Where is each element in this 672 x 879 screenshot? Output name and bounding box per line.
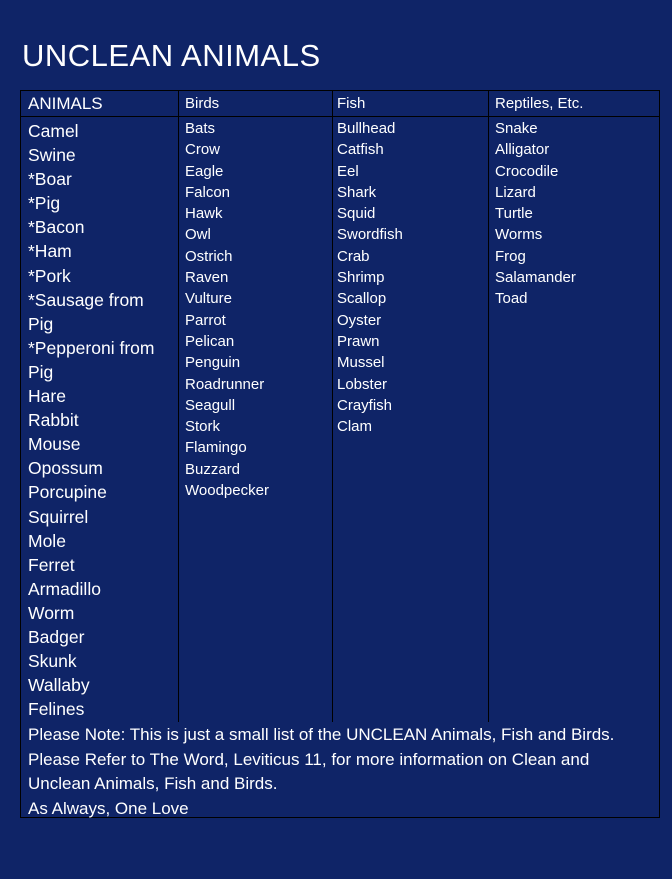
list-item: Squirrel	[28, 506, 89, 527]
column-divider	[178, 91, 179, 722]
header-birds: Birds	[185, 95, 220, 112]
list-item: Owl	[185, 226, 211, 244]
list-item: Ostrich	[185, 247, 233, 265]
list-item: Squid	[337, 205, 376, 223]
list-item: Snake	[495, 120, 538, 137]
list-item: Flamingo	[185, 439, 247, 457]
list-item: Porcupine	[28, 482, 107, 503]
list-item: Parrot	[185, 311, 226, 329]
list-item: Ferret	[28, 554, 75, 575]
list-item: Lizard	[495, 183, 536, 201]
list-item: Swordfish	[337, 226, 403, 244]
list-item: Woodpecker	[185, 482, 269, 500]
list-item: Wallaby	[28, 675, 90, 696]
list-item: Mole	[28, 530, 66, 551]
list-item: Armadillo	[28, 578, 101, 599]
list-item: Worm	[28, 602, 75, 623]
list-item: Crow	[185, 141, 221, 159]
note-line: Please Note: This is just a small list of the UNCLEAN Animals, Fish and Birds.	[28, 725, 615, 744]
note-line: Unclean Animals, Fish and Birds.	[28, 774, 278, 793]
list-item: Pig	[28, 313, 54, 334]
unclean-animals-table	[20, 90, 660, 818]
header-reptiles: Reptiles, Etc.	[495, 95, 584, 112]
table-header-row	[21, 91, 659, 117]
list-item: Skunk	[28, 651, 77, 672]
list-item: Oyster	[337, 311, 382, 329]
list-item: *Pepperoni from	[28, 337, 155, 358]
list-item: Scallop	[337, 290, 387, 308]
list-item: Stork	[185, 418, 221, 436]
list-item: Badger	[28, 626, 85, 647]
note-line: As Always, One Love	[28, 798, 189, 818]
list-item: *Bacon	[28, 217, 85, 238]
list-item: Camel	[28, 121, 79, 141]
list-item: Bats	[185, 120, 216, 137]
note-line: Please Refer to The Word, Leviticus 11, for more information on Clean and	[28, 749, 590, 769]
list-item: Crayfish	[337, 396, 393, 414]
list-item: Eagle	[185, 162, 224, 180]
list-item: Swine	[28, 145, 76, 166]
list-item: Felines	[28, 699, 85, 720]
list-item: Crab	[337, 247, 370, 265]
column-divider	[332, 91, 333, 722]
list-item: Turtle	[495, 205, 533, 223]
list-item: Roadrunner	[185, 375, 265, 393]
list-item: Worms	[495, 226, 543, 244]
list-item: Lobster	[337, 375, 388, 393]
list-item: Shark	[337, 183, 377, 201]
list-item: *Boar	[28, 169, 72, 190]
birds-column	[185, 118, 269, 501]
list-item: Eel	[337, 162, 359, 180]
animals-column	[28, 119, 154, 721]
list-item: Falcon	[185, 183, 231, 201]
list-item: Buzzard	[185, 460, 241, 478]
reptiles-column	[495, 118, 576, 310]
list-item: Bullhead	[337, 120, 396, 137]
list-item: Hare	[28, 386, 66, 407]
list-item: Pig	[28, 361, 54, 382]
list-item: Vulture	[185, 290, 232, 308]
header-animals: ANIMALS	[28, 94, 103, 113]
list-item: Mouse	[28, 434, 81, 455]
list-item: Alligator	[495, 141, 550, 159]
header-fish: Fish	[337, 95, 366, 112]
fish-column	[337, 118, 403, 437]
list-item: Catfish	[337, 141, 384, 159]
list-item: Hawk	[185, 205, 223, 223]
list-item: *Pig	[28, 193, 61, 214]
footnote	[28, 723, 653, 821]
list-item: Rabbit	[28, 410, 79, 431]
page-title: UNCLEAN ANIMALS	[22, 38, 321, 73]
list-item: *Ham	[28, 241, 72, 262]
list-item: Shrimp	[337, 269, 385, 287]
list-item: Toad	[495, 290, 528, 308]
list-item: Prawn	[337, 332, 380, 350]
list-item: Frog	[495, 247, 526, 265]
list-item: Raven	[185, 269, 229, 287]
list-item: *Sausage from	[28, 289, 144, 310]
list-item: Mussel	[337, 354, 385, 372]
list-item: *Pork	[28, 265, 71, 286]
column-divider	[488, 91, 489, 722]
list-item: Crocodile	[495, 162, 559, 180]
list-item: Clam	[337, 418, 373, 436]
list-item: Opossum	[28, 458, 103, 479]
list-item: Pelican	[185, 332, 235, 350]
list-item: Salamander	[495, 269, 576, 287]
list-item: Seagull	[185, 396, 236, 414]
list-item: Penguin	[185, 354, 241, 372]
